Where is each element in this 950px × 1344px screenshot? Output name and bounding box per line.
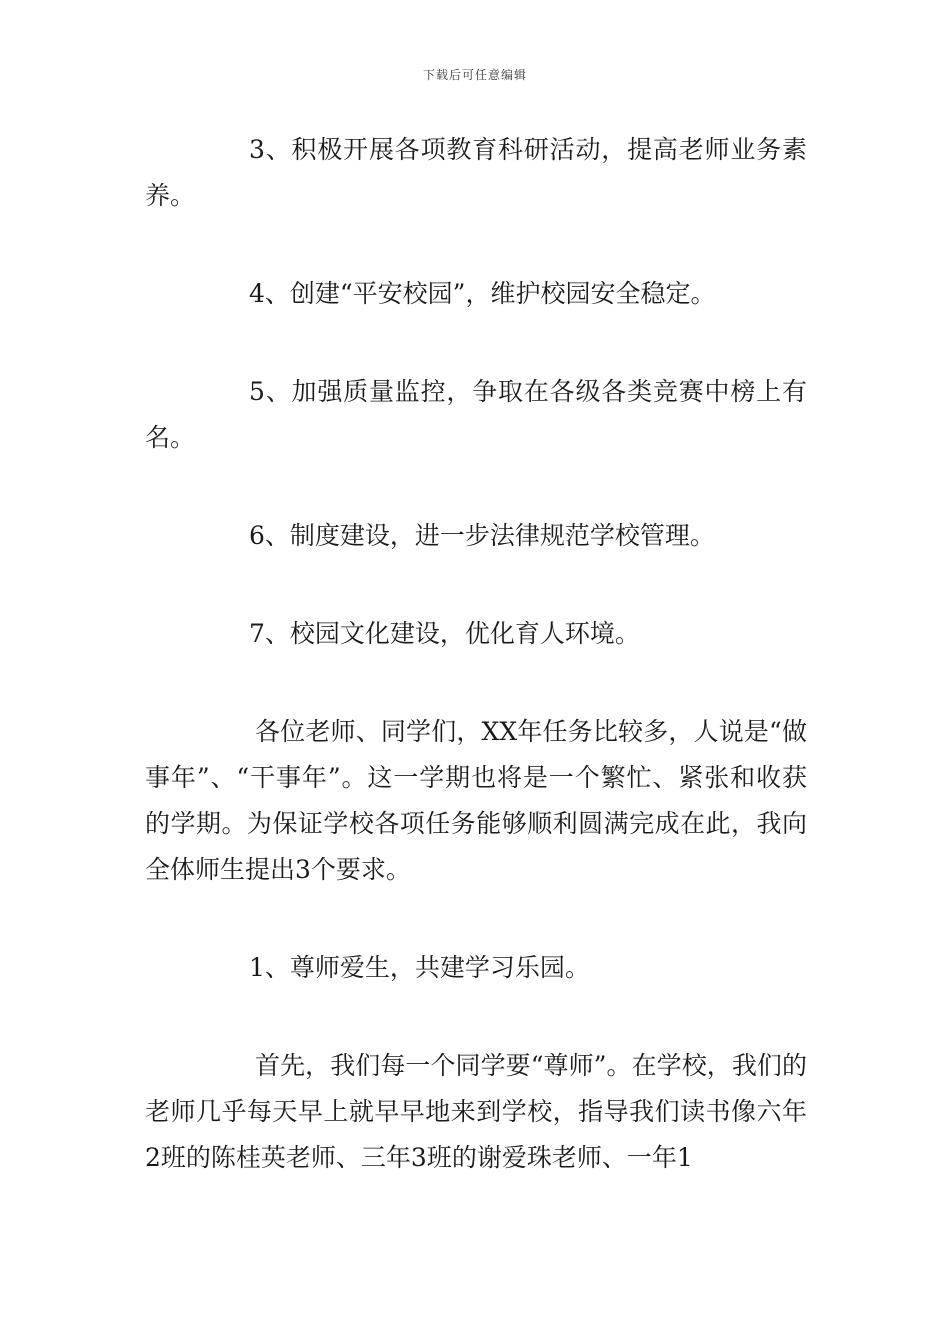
paragraph-item-5: 5、加强质量监控，争取在各级各类竞赛中榜上有名。 — [145, 377, 807, 452]
page-header: 下载后可任意编辑 — [422, 68, 527, 82]
paragraph-requirement-1: 1、尊师爱生，共建学习乐园。 — [249, 953, 590, 982]
paragraph-item-3: 3、积极开展各项教育科研活动，提高老师业务素养。 — [145, 135, 807, 210]
paragraph-item-6: 6、制度建设，进一步法律规范学校管理。 — [249, 521, 715, 550]
paragraph-spacer — [145, 991, 807, 1043]
paragraph-spacer — [145, 657, 807, 709]
document-body — [145, 127, 807, 1181]
paragraph-spacer — [145, 461, 807, 513]
paragraph-address: 各位老师、同学们，XX年任务比较多，人说是“做事年”、“干事年”。这一学期也将是一个繁忙、紧张和收获的学期。为保证学校各项任务能够顺利圆满完成在此，我向全体师生提出3个要求。 — [145, 717, 807, 884]
paragraph-spacer — [145, 317, 807, 369]
paragraph-spacer — [145, 893, 807, 945]
paragraph-spacer — [145, 559, 807, 611]
paragraph-respect-teachers: 首先，我们每一个同学要“尊师”。在学校，我们的老师几乎每天早上就早早地来到学校，指导我们读书像六年2班的陈桂英老师、三年3班的谢爱珠老师、一年1 — [145, 1051, 807, 1172]
paragraph-item-4: 4、创建“平安校园”，维护校园安全稳定。 — [249, 279, 716, 308]
paragraph-item-7: 7、校园文化建设，优化育人环境。 — [249, 619, 640, 648]
paragraph-spacer — [145, 219, 807, 271]
